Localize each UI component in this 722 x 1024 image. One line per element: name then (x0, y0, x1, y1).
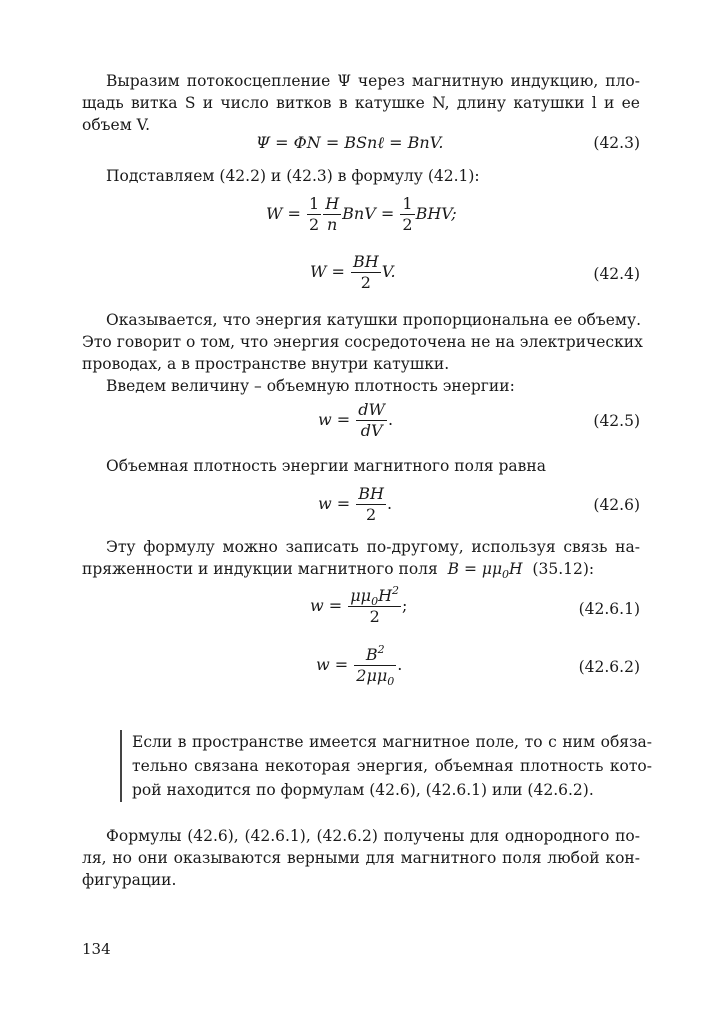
denominator: $2\mu\mu_0$ (356, 666, 395, 688)
numerator: $\mu\mu_0H^2$ (350, 584, 400, 608)
equation-42-5 (318, 400, 393, 441)
eq-lhs: w = (310, 596, 343, 615)
numerator: dW (358, 400, 385, 419)
denominator: n (323, 214, 341, 235)
equation-number: (42.6.2) (578, 658, 640, 676)
fraction (356, 400, 387, 441)
fraction (323, 194, 341, 235)
text-line: ля, но они оказываются верными для магнитного поля любой кон- (82, 849, 640, 867)
highlight-callout (120, 730, 652, 802)
denominator: 2 (402, 215, 413, 234)
eq-tail: V. (381, 262, 396, 281)
equation-number: (42.6) (593, 496, 640, 514)
text-line: щадь витка S и число витков в катушке N, длину катушки l и ее (82, 94, 640, 112)
text-line: Эту формулу можно записать по-другому, используя связь на- (106, 538, 640, 556)
equation-body: Ψ = ΦN = BSnℓ = BnV. (256, 133, 444, 152)
numerator: $B^2$ (365, 643, 385, 664)
numerator: BH (353, 252, 379, 271)
equation-42-4 (310, 252, 396, 293)
page-number: 134 (82, 940, 111, 958)
numerator: H (325, 194, 340, 213)
equation-number: (42.3) (593, 134, 640, 152)
paragraph-energy-volume (82, 309, 643, 375)
text-line: фигурации. (82, 871, 177, 889)
fraction (348, 586, 401, 627)
paragraph-magnetic-density (82, 455, 640, 477)
text-line (82, 558, 640, 580)
denominator: 2 (348, 606, 401, 627)
denominator: dV (356, 420, 387, 441)
eq-tail: BHV; (415, 204, 457, 223)
text-line: Оказывается, что энергия катушки пропорциональна ее объему. (106, 311, 642, 329)
text-line: рой находится по формулам (42.6), (42.6.1) или (42.6.2). (132, 781, 594, 799)
text-line: объем V. (82, 116, 151, 134)
fraction (400, 194, 414, 235)
numerator: 1 (402, 194, 413, 213)
equation-number: (42.6.1) (578, 600, 640, 618)
paragraph-conclusion (82, 825, 640, 891)
denominator: 2 (351, 272, 381, 293)
text-segment: пряженности и индукции магнитного поля (82, 560, 438, 578)
text-line: Подставляем (42.2) и (42.3) в формулу (42.1): (106, 167, 480, 185)
eq-tail: . (397, 655, 403, 674)
text-line: Введем величину – объемную плотность энергии: (106, 377, 515, 395)
eq-lhs: W = (266, 204, 301, 223)
fraction (354, 645, 396, 686)
eq-tail: ; (402, 596, 408, 615)
eq-lhs: w = (316, 655, 349, 674)
text-line: Объемная плотность энергии магнитного поля равна (106, 457, 546, 475)
numerator: BH (358, 484, 384, 503)
eq-lhs: w = (318, 410, 351, 429)
equation-number: (42.5) (593, 412, 640, 430)
text-line: Формулы (42.6), (42.6.1), (42.6.2) получены для однородного по- (106, 827, 640, 845)
eq-tail: . (387, 410, 394, 429)
fraction (307, 194, 321, 235)
equation-42-3 (256, 132, 443, 154)
equation-42-6-1 (310, 586, 407, 627)
eq-tail: . (387, 494, 393, 513)
denominator: 2 (356, 504, 386, 525)
equation-42-6 (318, 484, 392, 525)
inline-formula-text: $B = \mu\mu_0H$ (447, 560, 523, 581)
eq-lhs: W = (310, 262, 345, 281)
text-line: тельно связана некоторая энергия, объемная плотность кото- (132, 757, 652, 775)
inline-formula (447, 560, 523, 581)
text-line: Это говорит о том, что энергия сосредоточена не на электрических (82, 333, 643, 351)
text-line: проводах, а в пространстве внутри катушки. (82, 355, 450, 373)
equation-42-6-2 (316, 645, 402, 686)
equation-energy-substitution (266, 194, 457, 235)
formula-reference: (35.12): (532, 560, 595, 578)
equation-number: (42.4) (593, 265, 640, 283)
paragraph-rewrite-formula (82, 536, 640, 580)
text-line: Если в пространстве имеется магнитное поле, то с ним обяза- (132, 733, 652, 751)
fraction (351, 252, 381, 293)
numerator: 1 (309, 194, 320, 213)
paragraph-flux-linkage (82, 70, 640, 136)
callout-text (132, 730, 652, 802)
paragraph-define-density (82, 375, 640, 397)
eq-middle: BnV = (342, 204, 395, 223)
paragraph-substitute (82, 165, 640, 187)
text-line: Выразим потокосцепление Ψ через магнитную индукцию, пло- (106, 72, 640, 90)
denominator: 2 (309, 215, 320, 234)
fraction (356, 484, 386, 525)
eq-lhs: w = (318, 494, 351, 513)
